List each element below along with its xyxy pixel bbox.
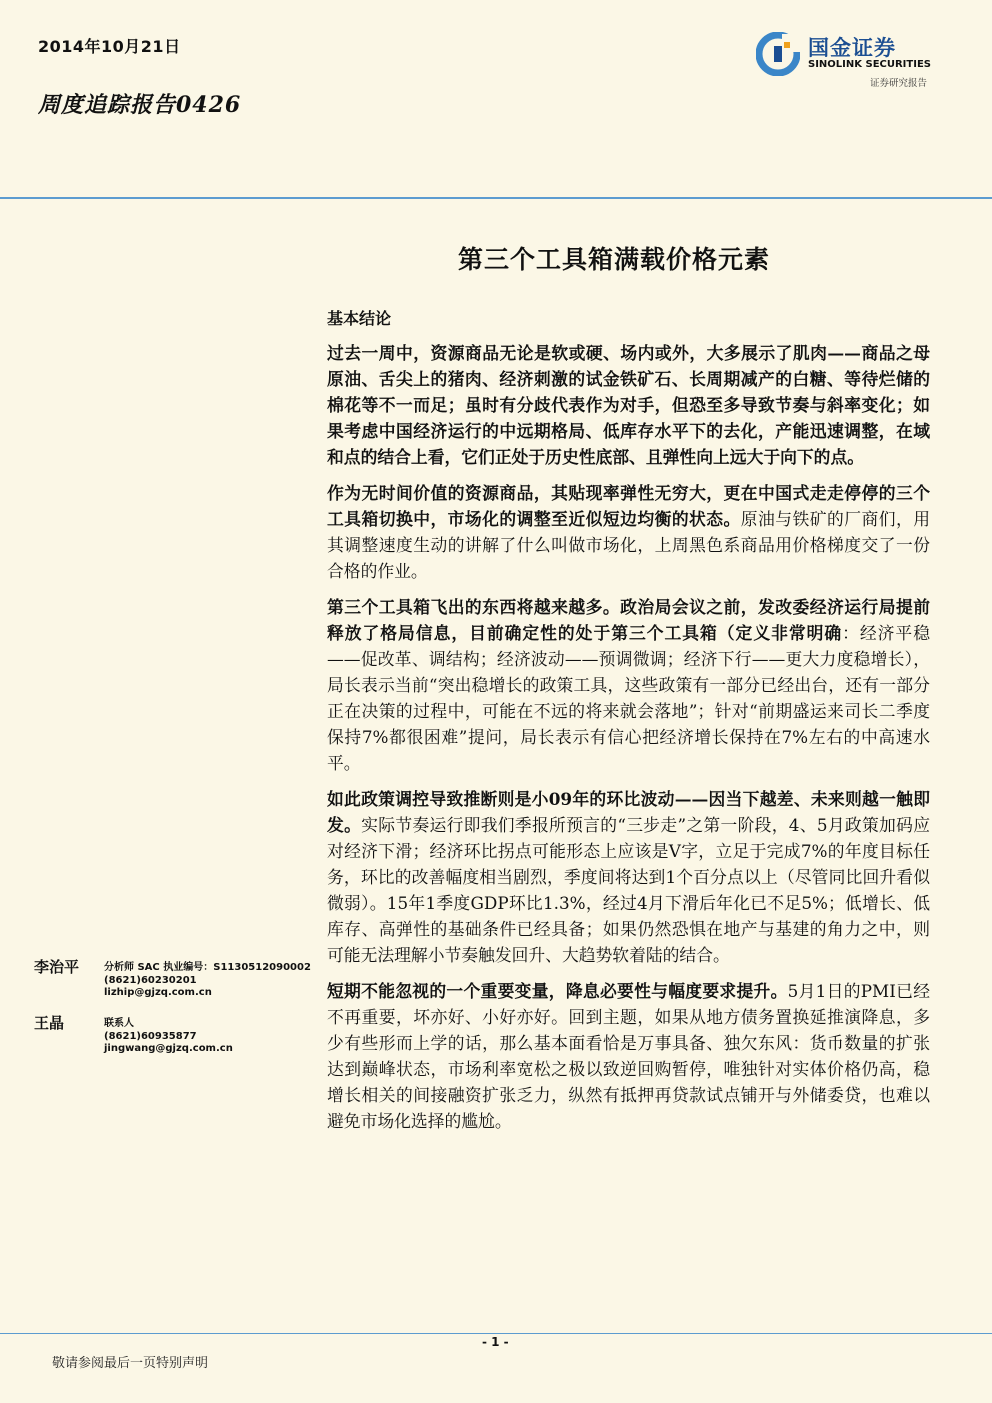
analyst-entry [34,956,324,1012]
paragraph-lead: 第三个工具箱飞出的东西将越来越多。政治局会议之前，发改委经济运行局提前释放了格局信息，目前确定性的处于第三个工具箱（定义非常明确 [327,597,930,643]
analyst-phone: (8621)60935877 [104,1030,197,1042]
brand-logo [756,30,946,92]
section-heading: 基本结论 [327,309,392,328]
analyst-info [104,962,311,1000]
body-text [327,340,930,1144]
paragraph-body: ：经济平稳——促改革、调结构；经济波动——预调微调；经济下行——更大力度稳增长），局长表示当前“突出稳增长的政策工具，这些政策有一部分已经出台，还有一部分正在决策的过程中，可能在不远的将来就会落地”；针对“前期盛运来司长二季度保持7%都很困难”提问，局长表示有信心把经济增长保持在7%左右的中高速水平。 [327,623,930,773]
brand-subtitle: 证券研究报告 [870,78,928,89]
analyst-credential: 联系人 [104,1018,134,1029]
paragraph-body: 5月1日的PMI已经不再重要，坏亦好、小好亦好。回到主题，如果从地方债务置换延推演降息，多少有些形而上学的话，那么基本面看恰是万事具备、独欠东风：货币数量的扩张达到巅峰状态，市场利率宽松之极以致逆回购暂停，唯独针对实体价格仍高，稳增长相关的间接融资扩张乏力，纵然有抵押再贷款试点铺开与外储委贷，也难以避免市场化选择的尴尬。 [327,981,930,1131]
brand-name-en: SINOLINK SECURITIES [808,59,931,70]
brand-name-cn: 国金证券 [808,36,896,60]
footer-divider [0,1333,992,1334]
paragraph-lead: 短期不能忽视的一个重要变量，降息必要性与幅度要求提升。 [327,981,788,1001]
paragraph [327,978,930,1134]
paragraph-lead: 如此政策调控导致推断则是小09年的环比波动——因当下越差、未来则越一触即发。 [327,789,930,835]
analyst-name: 李治平 [34,958,80,976]
analyst-email: jingwang@gjzq.com.cn [104,1043,233,1054]
paragraph [327,786,930,968]
paragraph [327,594,930,776]
report-date: 2014年10月21日 [38,37,181,56]
paragraph-body: 实际节奏运行即我们季报所预言的“三步走”之第一阶段，4、5月政策加码应对经济下滑；经济环比拐点可能形态上应该是V字，立足于完成7%的年度目标任务，环比的改善幅度相当剧烈，季度间将达到1个百分点以上（尽管同比回升看似微弱）。15年1季度GDP环比1.3%，经过4月下滑后年化已不足5%；低增长、低库存、高弹性的基础条件已经具备；如果仍然恐惧在地产与基建的角力之中，则可能无法理解小节奏触发回升、大趋势软着陆的结合。 [327,815,930,965]
analyst-panel [34,956,324,1068]
sinolink-logo-icon [756,32,800,76]
report-series-name: 周度追踪报告0426 [38,92,242,118]
paragraph [327,340,930,470]
analyst-email: lizhip@gjzq.com.cn [104,987,212,998]
analyst-name: 王晶 [34,1014,65,1032]
analyst-credential: 分析师 SAC 执业编号：S1130512090002 [104,962,311,973]
paragraph-body: 原油与铁矿的厂商们，用其调整速度生动的讲解了什么叫做市场化，上周黑色系商品用价格梯度交了一份合格的作业。 [327,509,930,581]
paragraph-lead: 作为无时间价值的资源商品，其贴现率弹性无穷大，更在中国式走走停停的三个工具箱切换中，市场化的调整至近似短边均衡的状态。 [327,483,930,529]
analyst-info [104,1018,233,1056]
page-number: - 1 - [482,1335,509,1349]
paragraph-lead: 过去一周中，资源商品无论是软或硬、场内或外，大多展示了肌肉——商品之母原油、舌尖上的猪肉、经济刺激的试金铁矿石、长周期减产的白糖、等待烂储的棉花等不一而足；虽时有分歧代表作为对手，但恐至多导致节奏与斜率变化；如果考虑中国经济运行的中远期格局、低库存水平下的去化，产能迅速调整，在域和点的结合上看，它们正处于历史性底部、且弹性向上远大于向下的点。 [327,343,930,467]
analyst-entry [34,1012,324,1068]
analyst-phone: (8621)60230201 [104,974,197,986]
disclaimer-note: 敬请参阅最后一页特别声明 [52,1356,209,1371]
paragraph [327,480,930,584]
header-divider [0,197,992,199]
document-title: 第三个工具箱满载价格元素 [458,245,771,274]
